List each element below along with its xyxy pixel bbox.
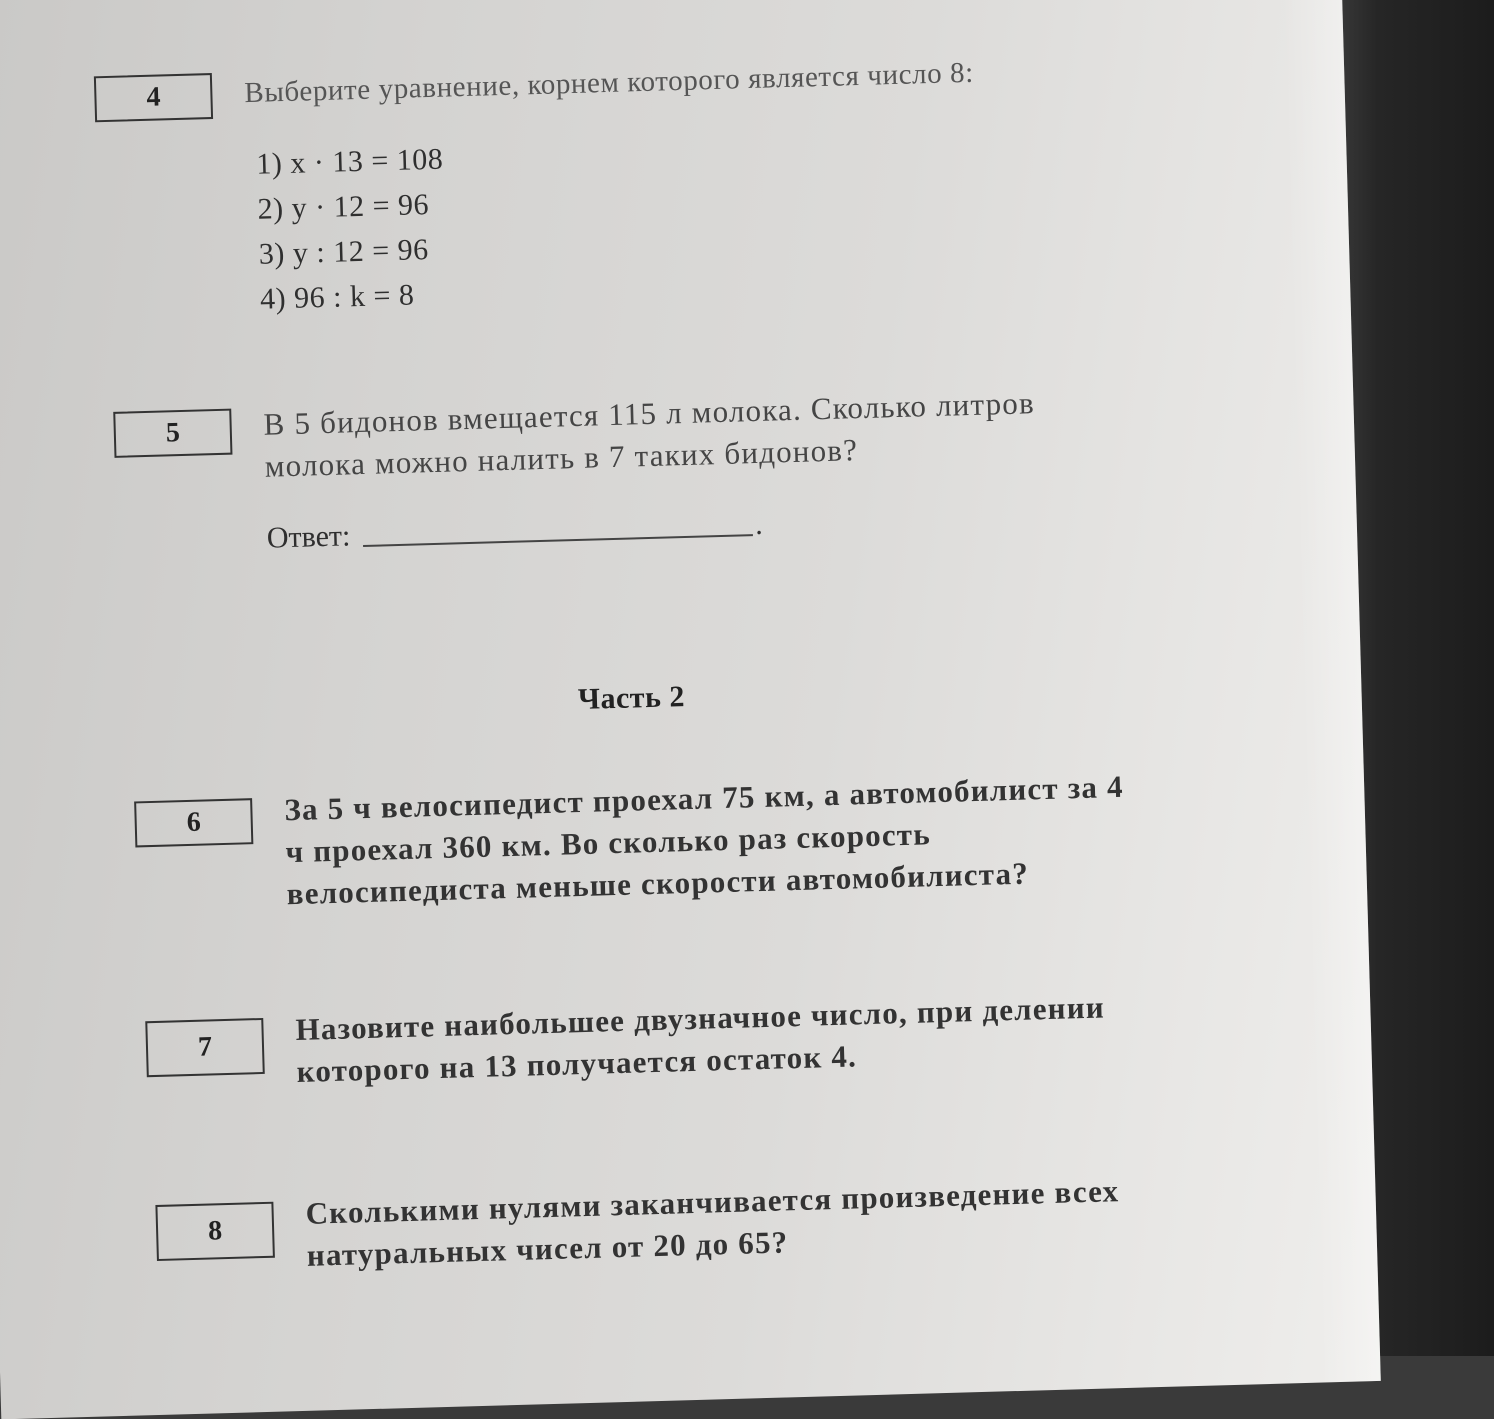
answer-line[interactable] [363,534,753,547]
task-text: Назовите наибольшее двузначное число, при делении которого на 13 получается остаток 4. [295,989,1106,1090]
answer-options [256,137,448,322]
task-text: Выберите уравнение, корнем которого является число 8: [243,56,975,110]
task-text: В 5 бидонов вмещается 115 л молока. Сколько литров молока можно налить в 7 таких бидонов? [263,385,1036,484]
answer-row [266,508,763,556]
task-text: Сколькими нулями заканчивается произведение всех натуральных чисел от 20 до 65? [305,1173,1120,1273]
task-number-box: 8 [155,1202,275,1261]
task-number-box: 6 [134,798,253,847]
option-3: 3) y : 12 = 96 [258,233,430,271]
task-6 [134,766,1134,912]
part-2-title: Часть 2 [577,680,686,717]
task-4 [94,48,1094,316]
answer-dot: . [754,507,764,542]
task-7 [145,985,1145,1090]
option-4: 4) 96 : k = 8 [259,278,415,316]
task-text: За 5 ч велосипедист проехал 75 км, а автомобилист за 4 ч проехал 360 км. Во сколько раз скорость велосипедиста меньше скорости автомобилиста? [283,768,1125,912]
task-number-box: 5 [113,409,232,458]
task-number-box: 4 [94,73,213,122]
answer-label: Ответ: [266,519,351,555]
task-number-box: 7 [145,1018,265,1077]
option-2: 2) y · 12 = 96 [257,188,430,226]
option-1: 1) x · 13 = 108 [255,142,444,181]
task-5 [113,380,1103,555]
task-8 [155,1169,1165,1273]
